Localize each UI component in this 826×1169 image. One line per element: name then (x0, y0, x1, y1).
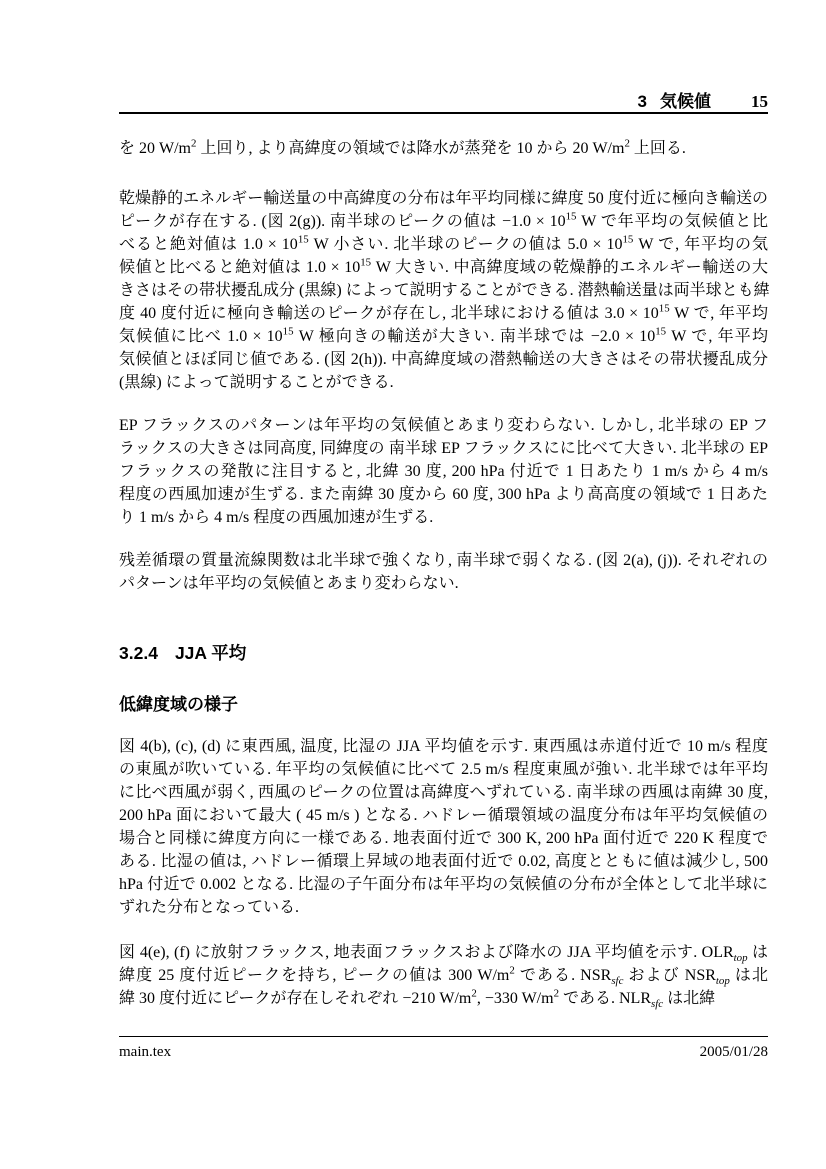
header-section-title: 気候値 (660, 92, 711, 111)
header-section (638, 87, 711, 112)
paragraph-jja-wind-temp (119, 735, 768, 919)
paragraph-line: パターンは年平均の気候値とあまり変わらない. (119, 575, 459, 592)
paragraph-line: きさはその帯状擾乱成分 (黒線) によって説明することができる. 潜熱輸送量は両半球とも緯 (119, 282, 770, 299)
paragraph-line: 緯 30 度付近にピークが存在しそれぞれ −210 $W/m^2$, −330 $W/m^2$ である. $NLR_{sfc}$ は北緯 (119, 987, 716, 1011)
page-number: 15 (751, 92, 768, 111)
paragraph-line: 程度の西風加速が生ずる. また南緯 30 度から 60 度, 300 hPa より高高度の領域で 1 日あた (119, 486, 768, 503)
paragraph-line: 場合と同様に緯度方向に一様である. 地表面付近で 300 K, 200 hPa 面付近で 220 K 程度で (119, 830, 768, 847)
paragraph-line: 気候値に比べ $1.0 \times 10^{15}$ W 極向きの輸送が大きい. 南半球では $-2.0 \times 10^{15}$ W で, 年平均 (119, 325, 768, 345)
paragraph-line: 度 40 度付近に極向き輸送のピークが存在し, 北半球における値は $3.0 \times 10^{15}$ W で, 年平均 (119, 302, 768, 322)
paragraph-line: (黒線) によって説明することができる. (119, 374, 394, 391)
paragraph-residual-circulation (119, 549, 768, 595)
paragraph-line: 残差循環の質量流線関数は北半球で強くなり, 南半球で弱くなる. (図 2(a), (j)). それぞれの (119, 552, 768, 569)
footer-filename: main.tex (119, 1044, 172, 1060)
paragraph-ep-flux (119, 414, 768, 529)
paragraph-line: 気候値とほぼ同じ値である. (図 2(h)). 中高緯度域の潜熱輸送の大きさはその帯状擾乱成分 (119, 351, 768, 368)
paragraph-line: 図 4(b), (c), (d) に東西風, 温度, 比湿の JJA 平均値を示す. 東西風は赤道付近で 10 m/s 程度 (119, 738, 768, 755)
header-section-number: 3 (637, 92, 647, 111)
paragraph-line: hPa 付近で 0.002 となる. 比湿の子午面分布は年平均の気候値の分布が全体として北半球に (119, 876, 768, 893)
paragraph-line: 200 hPa 面において最大 ( 45 m/s ) となる. ハドレー循環領域の温度分布は年平均気候値の (119, 807, 768, 824)
paragraph-line: り 1 m/s から 4 m/s 程度の西風加速が生ずる. (119, 509, 434, 526)
paragraph-dry-static-energy (119, 187, 768, 394)
paragraph-line: 図 4(e), (f) に放射フラックス, 地表面フラックスおよび降水の JJA 平均値を示す. $OLR_{top}$ は (119, 944, 768, 965)
section-heading (119, 643, 768, 664)
page-footer (119, 1042, 768, 1062)
paragraph-line: ピークが存在する. (図 2(g)). 南半球のピークの値は $-1.0 \times 10^{15}$ W で年平均の気候値と比 (119, 210, 768, 230)
header-rule (119, 112, 768, 114)
paragraph-line: に比べ西風が弱く, 西風のピークの位置は高緯度へずれている. 南半球の西風は南緯 30 度, (119, 784, 768, 801)
paragraph-line: ある. 比湿の値は, ハドレー循環上昇域の地表面付近で 0.02, 高度とともに値は減少し, 500 (119, 853, 768, 870)
paragraph-intro (119, 137, 768, 160)
paragraph-line: ラックスの大きさは同高度, 同緯度の 南半球 EP フラックスにに比べて大きい. 北半球の EP (119, 440, 768, 457)
paragraph-jja-flux (119, 941, 768, 1010)
section-title: JJA 平均 (174, 643, 247, 663)
footer-date: 2005/01/28 (699, 1044, 768, 1060)
paragraph-line: 緯度 25 度付近ピークを持ち, ピークの値は 300 $W/m^2$ である. $NSR_{sfc}$ および $NSR_{top}$ は北 (119, 964, 768, 988)
paragraph-line: ずれた分布となっている. (119, 899, 300, 916)
paragraph-line: の東風が吹いている. 年平均の気候値に比べて 2.5 m/s 程度東風が強い. 北半球では年平均 (119, 761, 768, 778)
paragraph-line: べると絶対値は $1.0 \times 10^{15}$ W 小さい. 北半球のピークの値は $5.0 \times 10^{15}$ W で, 年平均の気 (119, 233, 768, 253)
paragraph-line: 乾燥静的エネルギー輸送量の中高緯度の分布は年平均同様に緯度 50 度付近に極向き輸送の (119, 190, 768, 207)
paragraph-line: フラックスの発散に注目すると, 北緯 30 度, 200 hPa 付近で 1 日あたり 1 m/s から 4 m/s (119, 463, 768, 480)
footer-rule (119, 1036, 768, 1037)
paragraph-line: EP フラックスのパターンは年平均の気候値とあまり変わらない. しかし, 北半球の EP フ (119, 417, 768, 434)
section-number: 3.2.4 (119, 643, 158, 663)
page-header (119, 87, 768, 112)
paragraph-line: 候値と比べると絶対値は $1.0 \times 10^{15}$ W 大きい. 中高緯度域の乾燥静的エネルギー輸送の大 (119, 256, 768, 276)
subsection-heading: 低緯度域の様子 (119, 695, 238, 714)
paragraph-line: を 20 $W/m^2$ 上回り, より高緯度の領域では降水が蒸発を 10 から 20 $W/m^2$ 上回る. (119, 137, 686, 157)
